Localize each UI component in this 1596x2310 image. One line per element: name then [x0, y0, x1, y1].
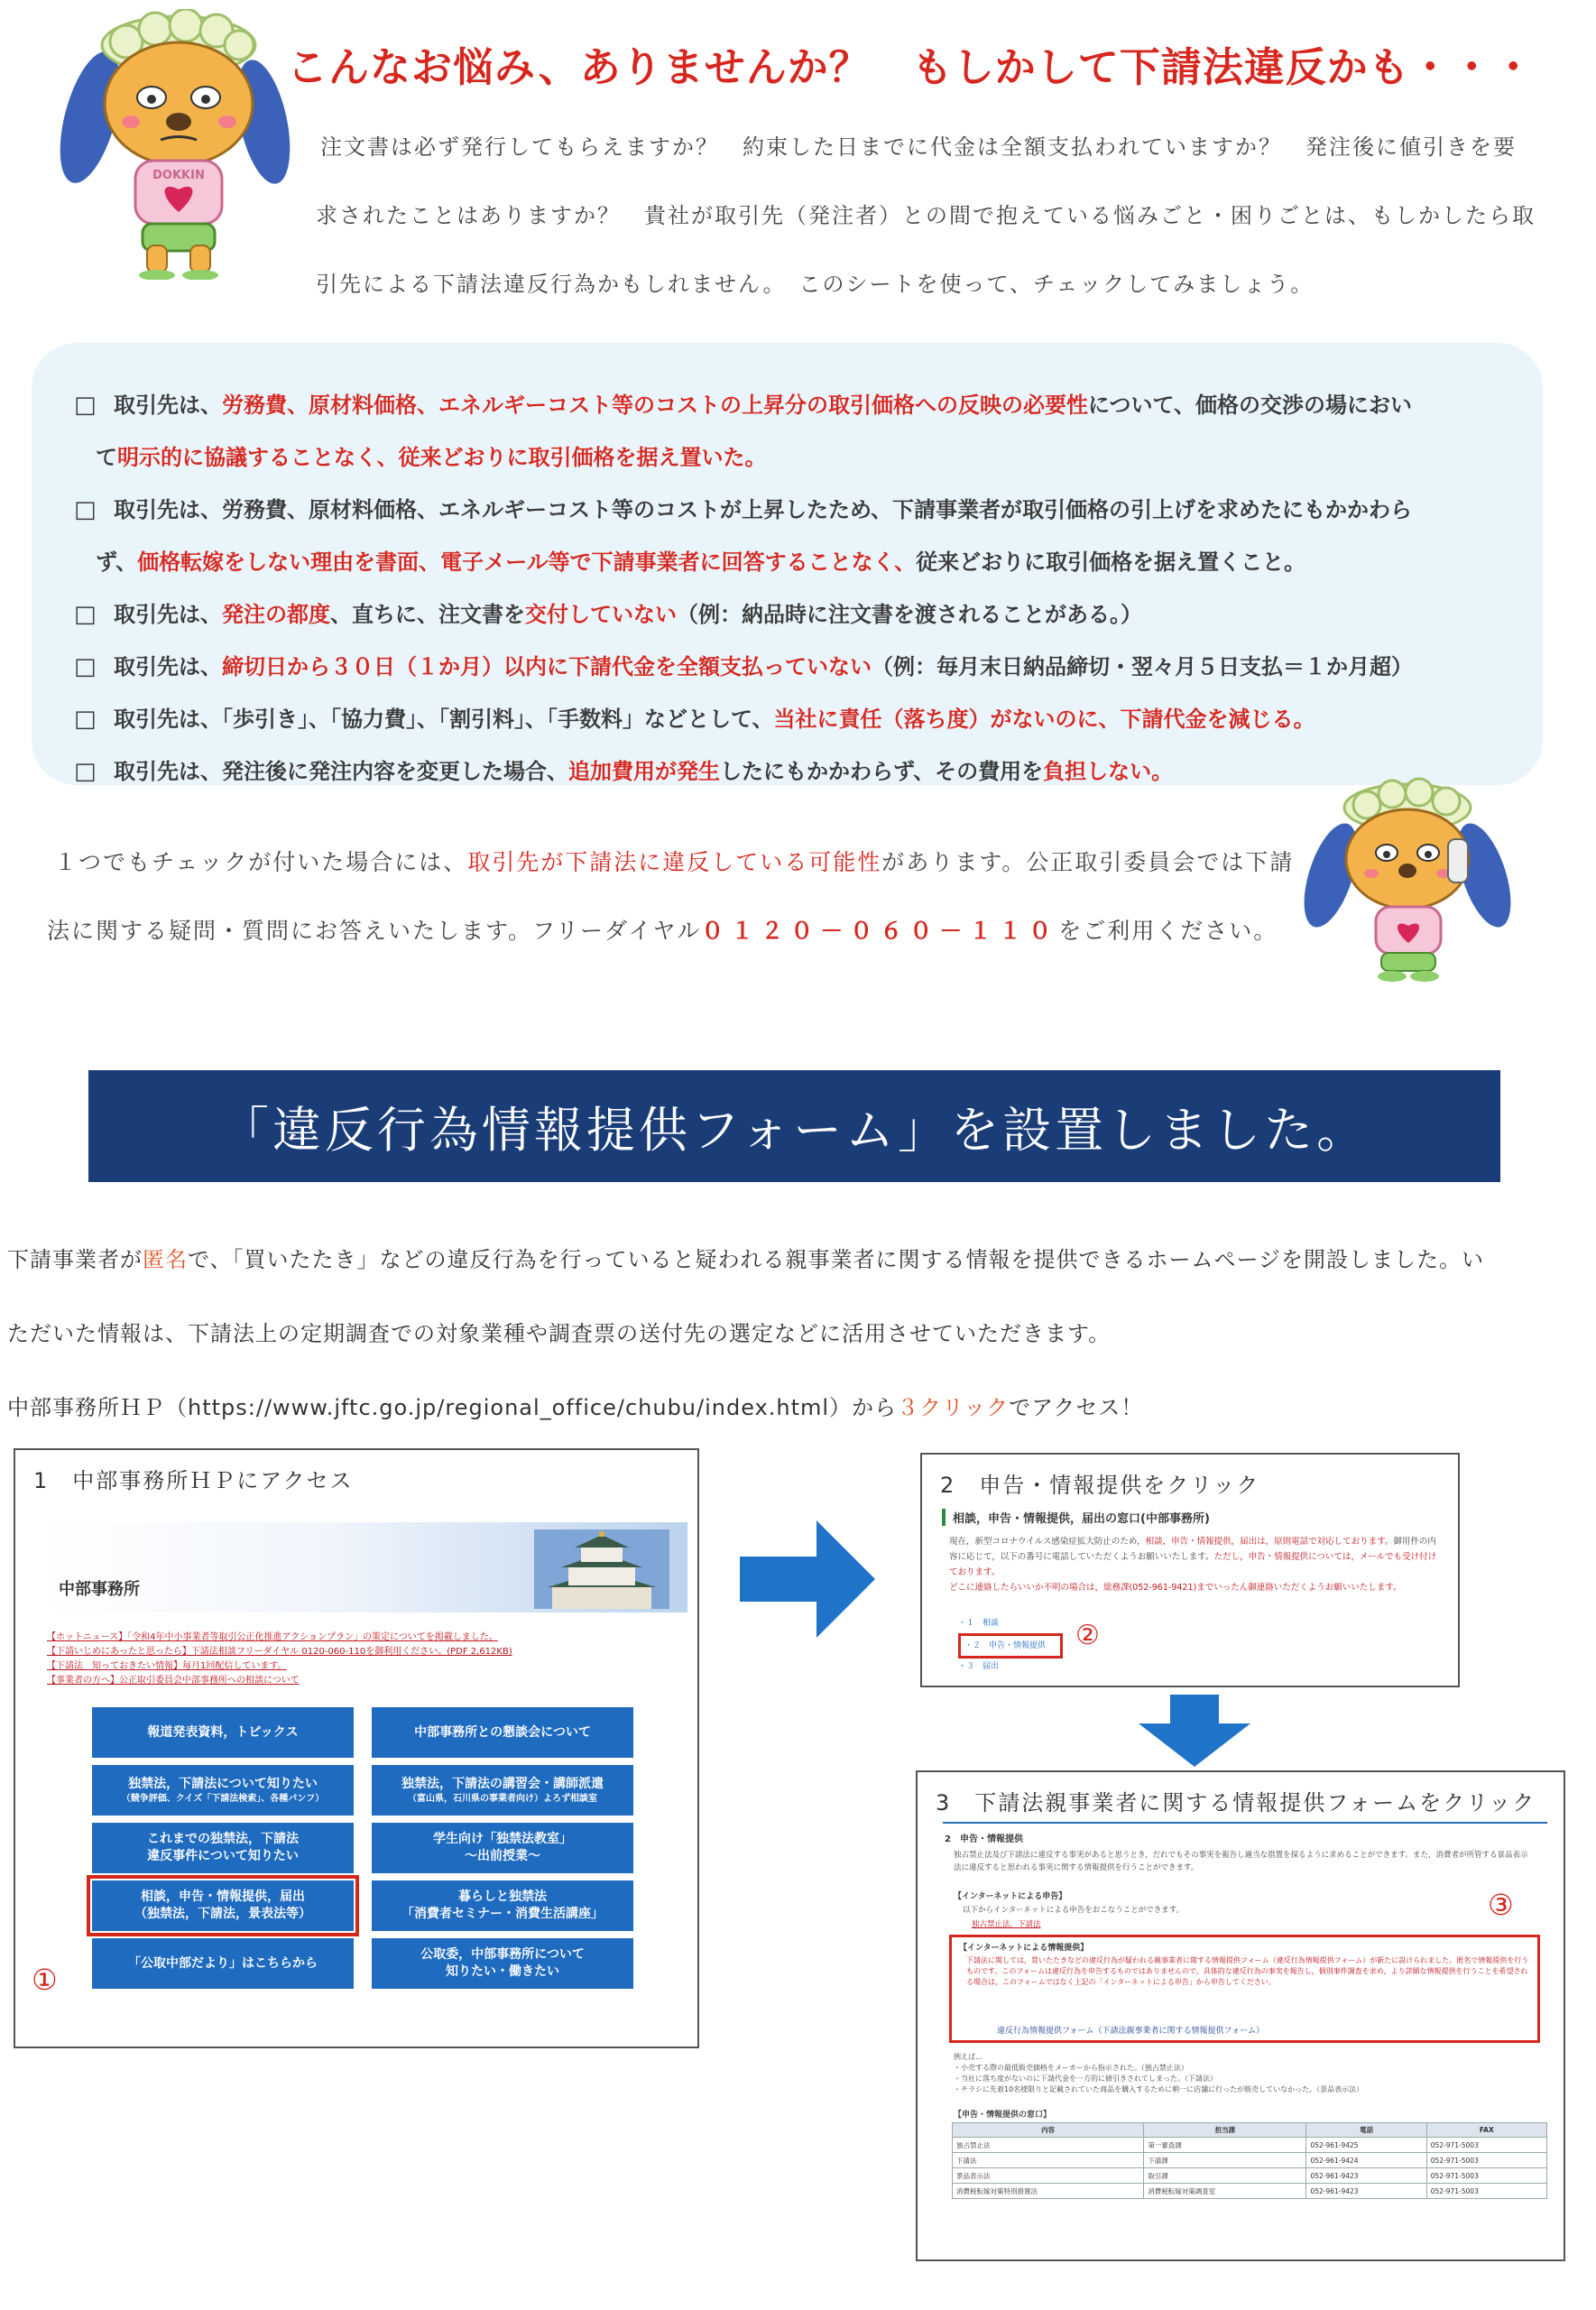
checkbox[interactable]: □	[74, 496, 97, 523]
checklist-item: □ 取引先は、発注の都度、直ちに、注文書を交付していない（例：納品時に注文書を渡されることがある。）	[74, 588, 1518, 641]
table-header: 電話	[1306, 2123, 1426, 2138]
news-link[interactable]: 【下請いじめにあったと思ったら】下請法相談フリーダイヤル 0120-060-110を御利用ください。(PDF 2,612KB)	[47, 1647, 512, 1657]
past-cases-button[interactable]: これまでの独禁法，下請法 違反事件について知りたい	[92, 1823, 354, 1873]
heading-rule	[943, 1822, 1547, 1824]
nagoya-castle-image	[534, 1529, 669, 1609]
examples-list: 例えば… ・小売する際の最低販売価格をメーカーから指示された。（独占禁止法） ・当社に落ち度がないのに下請代金を一方的に値引きされてしまった。（下請法） ・チラシに先着10名様限りと記載されていた商品を購入するために朝一に店舗に行ったが販売していなかった。（景品表示法）	[954, 2053, 1364, 2093]
step2-screenshot-frame	[920, 1453, 1460, 1687]
notification-link[interactable]: ・３ 届出	[958, 1662, 1000, 1671]
checkbox[interactable]: □	[74, 758, 97, 785]
news-link[interactable]: 【事業者の方へ】公正取引委員会中部事務所への相談について	[47, 1676, 300, 1686]
mascot-bib-text: DOKKIN	[152, 169, 205, 182]
news-link[interactable]: 【ホットニュース】「令和4年中小事業者等取引公正化推進アクションプラン」の策定についてを掲載しました。	[47, 1632, 498, 1642]
checklist-item: □ 取引先は、「歩引き」、「協力費」、「割引料」、「手数料」などとして、当社に責任（落ち度）がないのに、下請代金を減じる。	[74, 693, 1518, 745]
office-name: 中部事務所	[59, 1580, 140, 1599]
consult-window-heading: 相談，申告・情報提供，届出の窓口(中部事務所)	[942, 1509, 1210, 1526]
report-section-text: 独占禁止法及び下請法に違反する事実があると思うとき，だれでもその事実を報告し適当な措置を採るように求めることができます。また，消費者が所管する景品表示法に違反すると思われる事実に関する情報提供を行うことができます。	[954, 1851, 1528, 1872]
about-office-button[interactable]: 公取委，中部事務所について 知りたい・働きたい	[372, 1938, 633, 1989]
news-link[interactable]: 【下請法 知っておきたい情報】毎月1回配信しています。	[47, 1661, 287, 1671]
step3-marker: ③	[1488, 1888, 1514, 1922]
table-row: 景品表示法 取引課 052-961-9423 052-971-5003	[953, 2168, 1547, 2184]
checklist-item: □ 取引先は、発注後に発注内容を変更した場合、追加費用が発生したにもかかわらず、その費用を負担しない。	[74, 745, 1518, 798]
online-report-link[interactable]: 独占禁止法，下請法	[972, 1920, 1041, 1929]
checkbox[interactable]: □	[74, 601, 97, 628]
table-header: 担当課	[1144, 2123, 1306, 2138]
consultation-report-button[interactable]: 相談，申告・情報提供，届出 （独禁法，下請法，景表法等）	[92, 1880, 354, 1931]
antimonopoly-info-button[interactable]: 独禁法，下請法について知りたい （競争評価、クイズ「下請法検索」、各種パンフ）	[92, 1765, 354, 1816]
table-header: FAX	[1426, 2123, 1546, 2138]
form-announcement-banner: 「違反行為情報提供フォーム」を設置しました。	[88, 1070, 1500, 1182]
checklist-item: □ 取引先は、労務費、原材料価格、エネルギーコスト等のコストが上昇したため、下請事業者が取引価格の引上げを求めたにもかかわら ず、価格転嫁をしない理由を書面、電子メール等で下請事業者に回答することなく、従来どおりに取引価格を据え置くこと。	[74, 484, 1518, 588]
headline: こんなお悩み、ありませんか？ もしかして下請法違反かも・・・	[287, 43, 1535, 91]
dokkin-phone-mascot-image	[1304, 776, 1511, 984]
table-row: 独占禁止法 第一審査課 052-961-9425 052-971-5003	[953, 2138, 1547, 2153]
info-provision-highlight	[949, 1935, 1540, 2043]
chubu-office-header	[42, 1522, 687, 1612]
checkbox[interactable]: □	[74, 706, 97, 733]
checkbox[interactable]: □	[74, 653, 97, 680]
report-info-link[interactable]: ・２ 申告・情報提供	[958, 1633, 1063, 1659]
info-provision-heading: 【インターネットによる情報提供】	[959, 1944, 1089, 1953]
consult-links	[958, 1615, 1100, 1675]
step1-screenshot-frame	[14, 1448, 699, 2048]
consumer-seminar-button[interactable]: 暮らしと独禁法 「消費者セミナー・消費生活講座」	[372, 1880, 633, 1931]
step2-title: 2 申告・情報提供をクリック	[940, 1473, 1260, 1498]
meeting-button[interactable]: 中部事務所との懇談会について	[372, 1707, 633, 1758]
table-row: 下請法 下請課 052-961-9424 052-971-5003	[953, 2153, 1547, 2168]
online-report-heading: 【インターネットによる申告】	[954, 1892, 1067, 1901]
report-section-heading: 2 申告・情報提供	[945, 1834, 1023, 1844]
consultation-link[interactable]: ・１ 相談	[958, 1619, 1000, 1628]
step1-marker: ①	[32, 1963, 58, 1997]
step3-screenshot-frame	[916, 1770, 1565, 2261]
step2-marker: ②	[1075, 1620, 1100, 1651]
checklist-item: □ 取引先は、締切日から３０日（１か月）以内に下請代金を全額支払っていない（例：毎月末日納品締切・翌々月５日支払＝１か月超）	[74, 641, 1518, 693]
seminar-button[interactable]: 独禁法，下請法の講習会・講師派遣 （富山県，石川県の事業者向け）よろず相談室	[372, 1765, 633, 1816]
checklist-item: □ 取引先は、労務費、原材料価格、エネルギーコスト等のコストの上昇分の取引価格への反映の必要性について、価格の交渉の場におい て明示的に協議することなく、従来どおりに取引価格を据え置いた。	[74, 379, 1518, 484]
hot-news-list	[47, 1631, 678, 1688]
checklist	[74, 379, 1518, 798]
press-release-button[interactable]: 報道発表資料，トピックス	[92, 1707, 354, 1758]
step3-title: 3 下請法親事業者に関する情報提供フォームをクリック	[936, 1790, 1536, 1816]
checkbox[interactable]: □	[74, 392, 97, 419]
hotline-note: １つでもチェックが付いた場合には、取引先が下請法に違反している可能性があります。公正取引委員会では下請 法に関する疑問・質問にお答えいたします。フリーダイヤル０１２０－０６０－１１０をご利用ください。	[47, 849, 1295, 944]
intro-line: 引先による下請法違反行為かもしれません。 このシートを使って、チェックしてみましょう。	[316, 272, 1315, 297]
online-report-text: 以下からインターネットによる申告をおこなうことができます。	[963, 1906, 1185, 1915]
intro-text	[316, 113, 1536, 319]
form-description: 下請事業者が匿名で、「買いたたき」などの違反行為を行っていると疑われる親事業者に関する情報を提供できるホームページを開設しました。い ただいた情報は、下請法上の定期調査での対象業種や調査票の送付先の選定などに活用させていただきます。 中部事務所ＨＰ（https://www.jftc.go.jp/regional_office/chubu/index.html）から３クリックでアクセス！	[7, 1247, 1485, 1420]
info-provision-text: 下請法に関しては，買いたたきなどの違反行為が疑われる親事業者に関する情報提供フォーム（違反行為情報提供フォーム）が新たに設けられました。匿名で情報提供を行うものです。このフォームは違反行為を申告するものではありませんので，具体的な違反行為の事実を報告し，個別事件調査を求め，より詳細な情報提供を行うことを希望される場合は，このフォームではなく上記の「インターネットによる申告」から申告してください。	[966, 1956, 1529, 1986]
intro-line: 求されたことはありますか？ 貴社が取引先（発注者）との間で抱えている悩みごと・困りごとは、もしかしたら取	[316, 203, 1536, 228]
dokkin-mascot-image	[54, 9, 298, 280]
violation-info-form-link[interactable]: 違反行為情報提供フォーム（下請法親事業者に関する情報提供フォーム）	[997, 2027, 1265, 2036]
free-dial-number: ０１２０－０６０－１１０	[701, 918, 1059, 944]
menu-button-grid	[92, 1707, 633, 1989]
newsletter-button[interactable]: 「公取中部だより」はこちらから	[92, 1938, 354, 1989]
intro-line: 注文書は必ず発行してもらえますか？ 約束した日までに代金は全額支払われていますか？ 発注後に値引きを要	[320, 134, 1517, 160]
arrow-down-icon	[1139, 1695, 1250, 1767]
table-header: 内容	[953, 2123, 1144, 2138]
consult-window-text: 現在，新型コロナウイルス感染症拡大防止のため，相談，申告・情報提供，届出は，原則電話で対応しております。御用件の内容に応じて，以下の番号に電話していただくようお願いいたします。ただし，申告・情報提供については，メールでも受け付けております。 どこに連絡したらいいか不明の場合は，総務課(052-961-9421)までいったん御連絡いただくようお願いいたします。	[949, 1537, 1437, 1593]
step1-title: 1 中部事務所ＨＰにアクセス	[33, 1468, 354, 1493]
contact-window-label: 【申告・情報提供の窓口】	[954, 2111, 1052, 2120]
arrow-right-icon	[740, 1520, 875, 1638]
table-row: 消費税転嫁対策特別措置法 消費税転嫁対策調査室 052-961-9423 052-971-5003	[953, 2184, 1547, 2199]
student-class-button[interactable]: 学生向け「独禁法教室」 〜出前授業〜	[372, 1823, 633, 1873]
contact-table	[952, 2122, 1547, 2199]
